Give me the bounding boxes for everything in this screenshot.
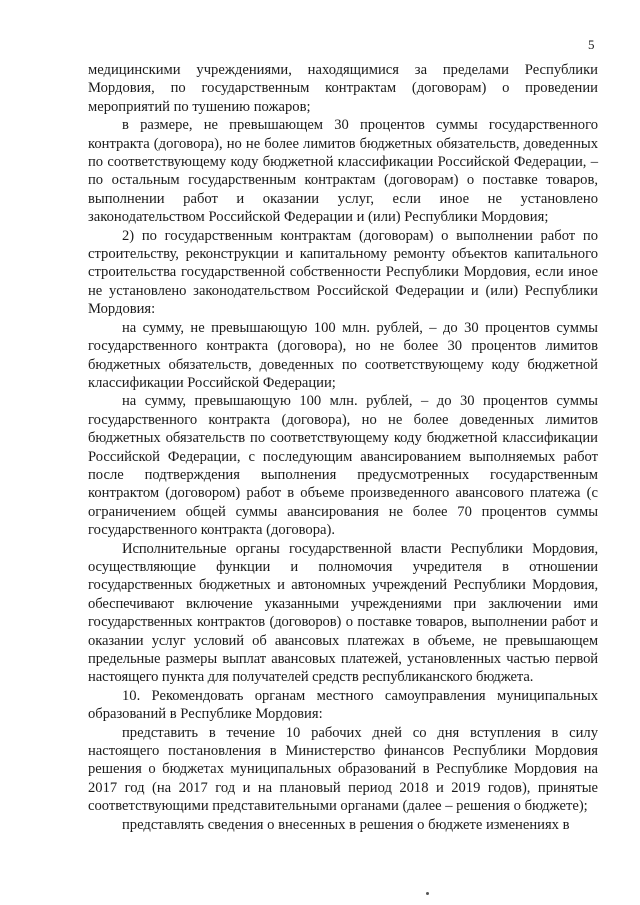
paragraph-submit-changes: представлять сведения о внесенных в решения о бюджете изменениях в [122,816,570,833]
paragraph-construction-contracts: 2) по государственным контрактам (договорам) о выполнении работ по строительству, реконструкции и капитальному ремонту объектов капитального строительства государственной собственности Республики Мордовия, если иное не установлено законодательством Российской Федерации и (или) Республики Мордовия: [88,227,598,318]
page-number: 5 [588,37,595,52]
paragraph-under-100-million: на сумму, не превышающую 100 млн. рублей, – до 30 процентов суммы государственного контракта (договора), но не более 30 процентов лимитов бюджетных обязательств, доведенных по соответствующему коду бюджетной классификации Российской Федерации; [88,319,598,391]
paragraph-other-contracts-30-percent: в размере, не превышающем 30 процентов суммы государственного контракта (договора), но не более лимитов бюджетных обязательств, доведенных по соответствующему коду бюджетной классификации Российской Федерации, – по остальным государственным контрактам (договорам) о поставке товаров, выполнении работ и оказании услуг, если иное не установлено законодательством Российской Федерации и (или) Республики Мордовия; [88,117,598,226]
paragraph-submit-budget-decisions: представить в течение 10 рабочих дней со дня вступления в силу настоящего постановления в Министерство финансов Республики Мордовия решения о бюджетах муниципальных образований в Республике Мордовия на 2017 год (на 2017 год и на плановый период 2018 и 2019 годов), принятые соответствующими представительными органами (далее – решения о бюджете); [88,724,598,815]
document-body [88,61,598,834]
paragraph-executive-bodies: Исполнительные органы государственной власти Республики Мордовия, осуществляющие функции и полномочия учредителя в отношении государственных бюджетных и автономных учреждений Республики Мордовия, обеспечивают включение указанными учреждениями при заключении ими государственных контрактов (договоров) о поставке товаров, выполнении работ и оказании услуг условий об авансовых платежах в объеме, не превышающем предельные размеры выплат авансовых платежей, установленных частью первой настоящего пункта для получателей средств республиканского бюджета. [88,540,598,686]
paragraph-medical-institutions: медицинскими учреждениями, находящимися за пределами Республики Мордовия, по государственным контрактам (договорам) о проведении мероприятий по тушению пожаров; [88,62,598,115]
paragraph-item-10-recommendation: 10. Рекомендовать органам местного самоуправления муниципальных образований в Республике Мордовия: [88,687,598,723]
scan-speck [426,892,429,895]
paragraph-over-100-million: на сумму, превышающую 100 млн. рублей, – до 30 процентов суммы государственного контракта (договора), но не более доведенных лимитов бюджетных обязательств по соответствующему коду бюджетной классификации Российской Федерации, с последующим авансированием выполняемых работ после подтверждения выполнения предусмотренных государственным контрактом (договором) работ в объеме произведенного авансового платежа (с ограничением общей суммы авансирования не более 70 процентов суммы государственного контракта (договора). [88,393,598,539]
